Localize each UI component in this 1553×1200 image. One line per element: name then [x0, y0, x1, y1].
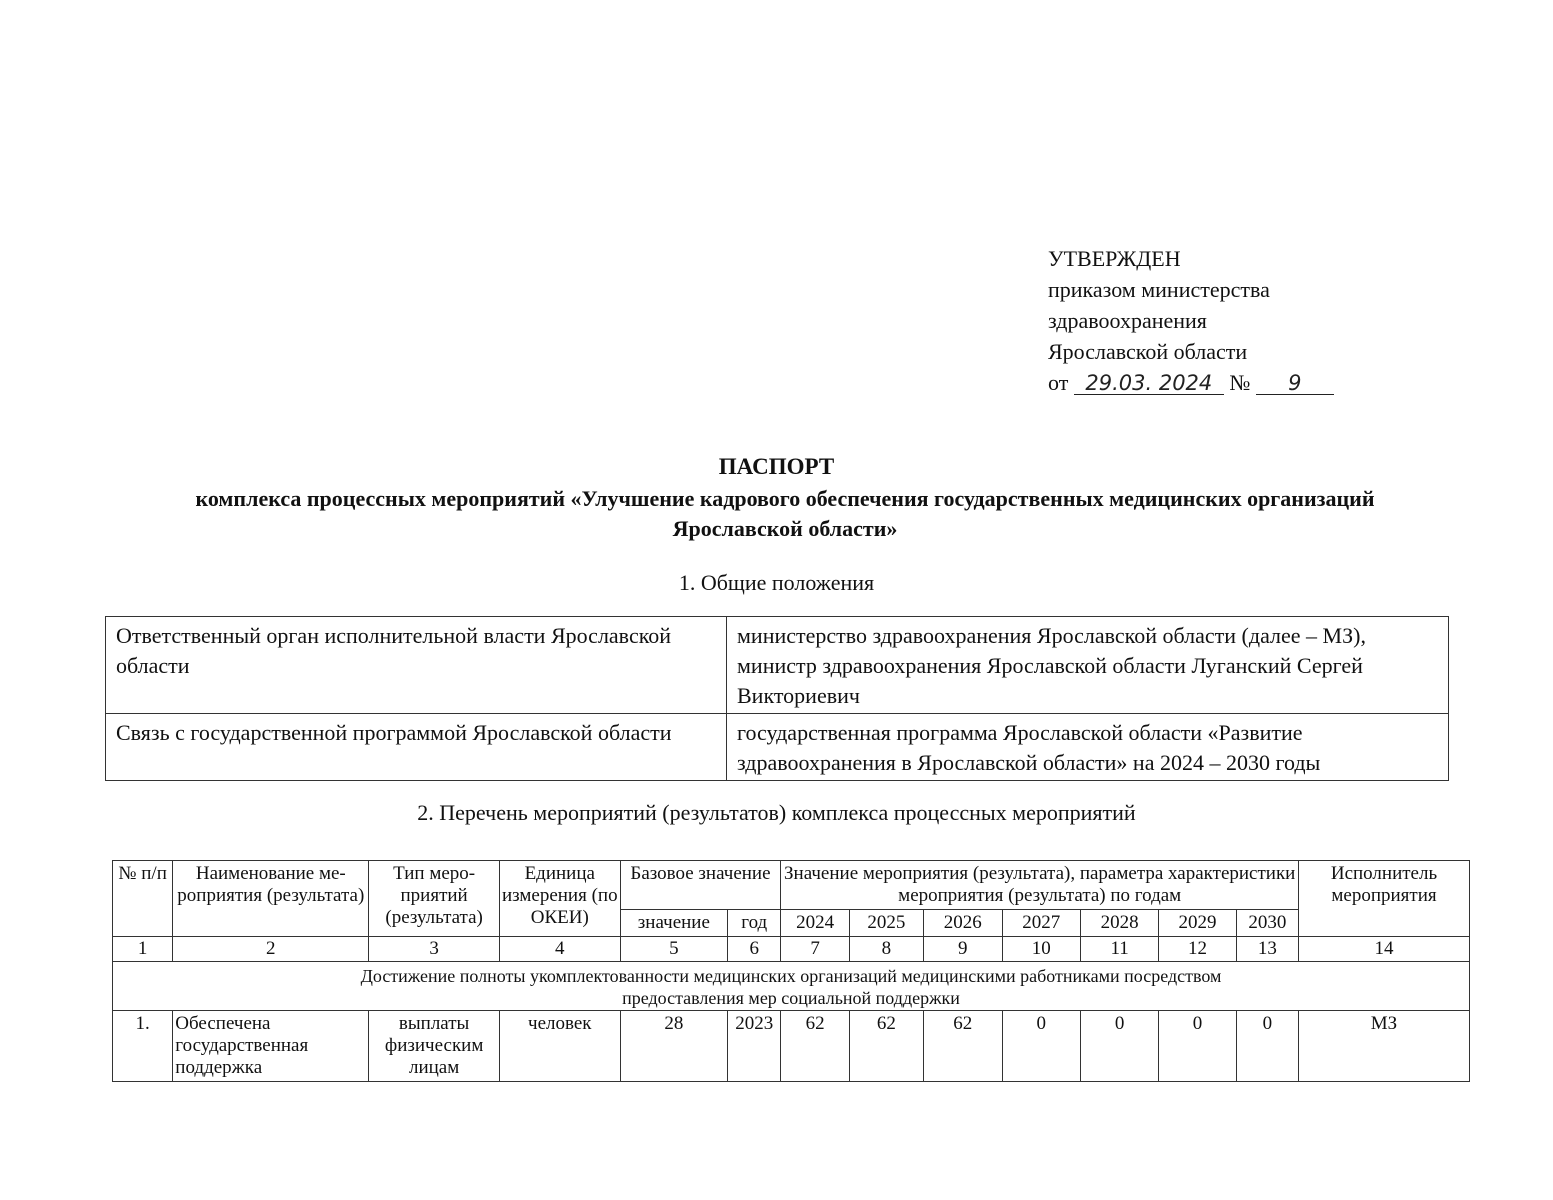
row-value: министерство здравоохранения Ярославской области (далее – МЗ), министр здравоохранения Ярославской области Луганский Сергей Викториевич: [727, 617, 1449, 714]
column-number: 3: [369, 937, 500, 962]
header-year: 2028: [1080, 910, 1158, 937]
column-number: 7: [781, 937, 849, 962]
column-number: 8: [849, 937, 923, 962]
header-base: Базовое значение: [620, 861, 781, 910]
group-title: Достижение полноты укомплектованности медицинских организаций медицинскими работниками посредством предоставления мер социальной поддержки: [113, 962, 1470, 1011]
header-name: Наименование ме-роприятия (результата): [173, 861, 369, 937]
column-numbers-row: [113, 937, 1470, 962]
column-number: 13: [1236, 937, 1298, 962]
header-type: Тип меро-приятий (результата): [369, 861, 500, 937]
approval-date-line: [1048, 367, 1334, 398]
column-number: 14: [1298, 937, 1469, 962]
header-executor: Исполнитель мероприятия: [1298, 861, 1469, 937]
column-number: 2: [173, 937, 369, 962]
row-value: государственная программа Ярославской области «Развитие здравоохранения в Ярославской области» на 2024 – 2030 годы: [727, 714, 1449, 781]
header-year: 2027: [1002, 910, 1080, 937]
table-row: [106, 617, 1449, 714]
document-subtitle: комплекса процессных мероприятий «Улучшение кадрового обеспечения государственных медицинских организаций Ярославской области»: [195, 486, 1375, 541]
header-year: 2024: [781, 910, 849, 937]
row-year-value: 0: [1159, 1011, 1236, 1082]
column-number: 1: [113, 937, 173, 962]
header-base-value: значение: [620, 910, 728, 937]
approval-line-3: здравоохранения: [1048, 308, 1207, 333]
row-unit: человек: [499, 1011, 620, 1082]
header-year: 2029: [1159, 910, 1236, 937]
section-1-heading: 1. Общие положения: [678, 570, 875, 595]
measures-table: [112, 860, 1470, 1082]
from-label: от: [1048, 370, 1069, 395]
section-2-heading: 2. Перечень мероприятий (результатов) комплекса процессных мероприятий: [417, 800, 1136, 825]
header-unit: Единица измерения (по ОКЕИ): [499, 861, 620, 937]
approval-line-1: УТВЕРЖДЕН: [1048, 246, 1181, 271]
group-row: [113, 962, 1470, 1011]
header-year: 2030: [1236, 910, 1298, 937]
row-base-value: 28: [620, 1011, 728, 1082]
header-base-year: год: [728, 910, 781, 937]
row-base-year: 2023: [728, 1011, 781, 1082]
handwritten-date: 29.03. 2024: [1074, 372, 1224, 395]
column-number: 9: [924, 937, 1002, 962]
column-number: 4: [499, 937, 620, 962]
row-type: выплаты физическим лицам: [369, 1011, 500, 1082]
row-year-value: 0: [1002, 1011, 1080, 1082]
column-number: 10: [1002, 937, 1080, 962]
column-number: 11: [1080, 937, 1158, 962]
row-name: Обеспечена государственная поддержка: [173, 1011, 369, 1082]
row-year-value: 62: [781, 1011, 849, 1082]
general-provisions-table: [105, 616, 1449, 781]
column-number: 5: [620, 937, 728, 962]
row-year-value: 62: [924, 1011, 1002, 1082]
row-num: 1.: [113, 1011, 173, 1082]
column-number: 6: [728, 937, 781, 962]
header-num: № п/п: [113, 861, 173, 937]
row-label: Связь с государственной программой Ярославской области: [106, 714, 727, 781]
row-year-value: 0: [1236, 1011, 1298, 1082]
header-year: 2025: [849, 910, 923, 937]
document-title: ПАСПОРТ: [718, 454, 835, 479]
header-row: [113, 861, 1470, 910]
row-label: Ответственный орган исполнительной власти Ярославской области: [106, 617, 727, 714]
table-row: [113, 1011, 1470, 1082]
approval-block: [1048, 243, 1334, 398]
row-executor: МЗ: [1298, 1011, 1469, 1082]
header-year: 2026: [924, 910, 1002, 937]
approval-line-2: приказом министерства: [1048, 277, 1270, 302]
header-values: Значение мероприятия (результата), параметра характеристики мероприятия (результата) по годам: [781, 861, 1299, 910]
row-year-value: 62: [849, 1011, 923, 1082]
approval-line-4: Ярославской области: [1048, 339, 1248, 364]
column-number: 12: [1159, 937, 1236, 962]
row-year-value: 0: [1080, 1011, 1158, 1082]
handwritten-number: 9: [1256, 372, 1334, 395]
number-label: №: [1229, 370, 1251, 395]
table-row: [106, 714, 1449, 781]
